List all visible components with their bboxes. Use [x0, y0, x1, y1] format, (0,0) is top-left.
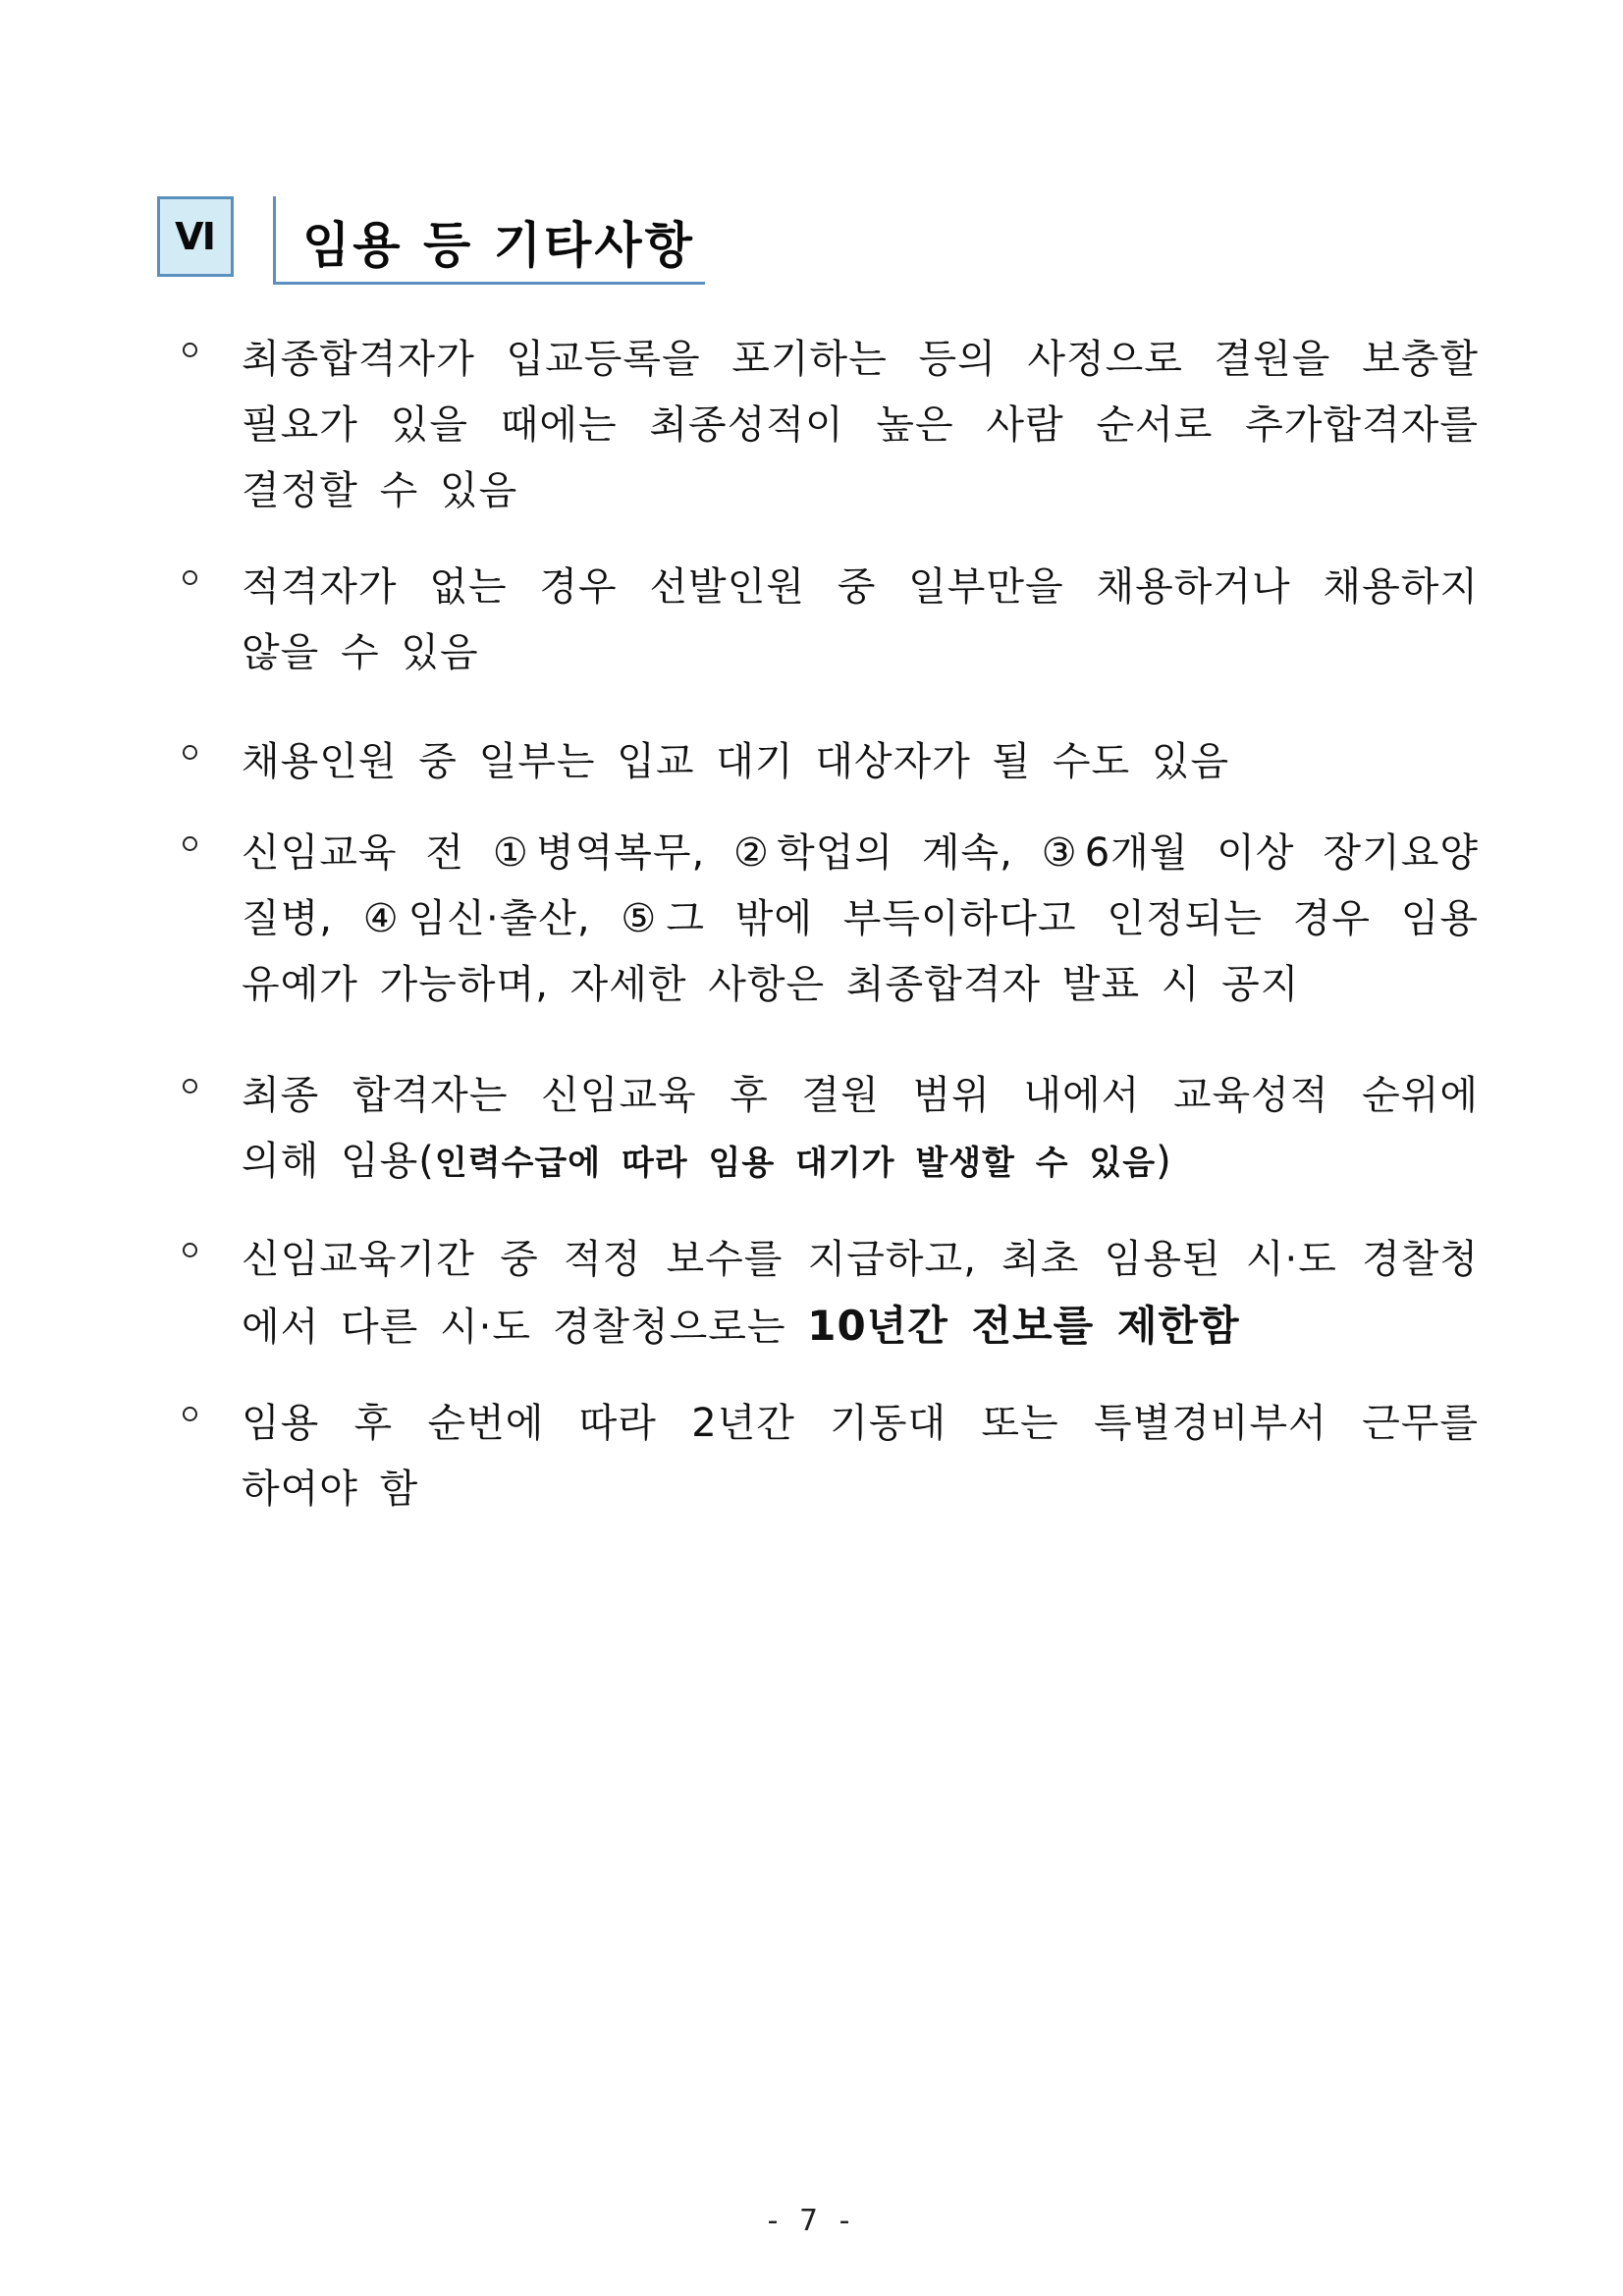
- text-line: 신임교육 전 ①병역복무, ②학업의 계속, ③6개월 이상 장기요양: [242, 830, 1479, 876]
- list-item-text: [242, 327, 1479, 524]
- emphasized-text: 인력수급에 따라 임용 대기가 발생할 수 있음: [434, 1144, 1157, 1183]
- text-line: 하여야 함: [242, 1467, 419, 1512]
- text-segment: 의해 임용(: [242, 1139, 435, 1184]
- list-item-text: [242, 1391, 1479, 1522]
- text-line: 유예가 가능하며, 자세한 사항은 최종합격자 발표 시 공지: [242, 962, 1300, 1007]
- list-item-text: [242, 555, 1479, 686]
- section-header: [157, 196, 707, 285]
- section-title: 임용 등 기타사항: [302, 217, 695, 274]
- section-number-box: Ⅵ: [157, 196, 234, 277]
- circle-bullet-icon: [183, 1407, 197, 1421]
- list-item-text: [242, 1063, 1479, 1197]
- circle-bullet-icon: [183, 745, 197, 760]
- text-line: 신임교육기간 중 적정 보수를 지급하고, 최초 임용된 시·도 경찰청: [242, 1237, 1479, 1282]
- text-line: [242, 1129, 1479, 1197]
- page-number: - 7 -: [767, 2204, 856, 2238]
- circle-bullet-icon: [183, 570, 197, 585]
- circle-bullet-icon: [183, 1079, 197, 1094]
- text-line: [242, 1293, 1479, 1361]
- text-line: 적격자가 없는 경우 선발인원 중 일부만을 채용하거나 채용하지: [242, 564, 1479, 610]
- title-divider: [273, 196, 276, 285]
- list-item-text: [242, 821, 1479, 1018]
- text-line: 최종 합격자는 신임교육 후 결원 범위 내에서 교육성적 순위에: [242, 1073, 1479, 1118]
- text-line: 최종합격자가 입교등록을 포기하는 등의 사정으로 결원을 보충할: [242, 337, 1479, 382]
- list-item-text: [242, 1227, 1479, 1361]
- text-line: 않을 수 있음: [242, 630, 479, 675]
- circle-bullet-icon: [183, 1243, 197, 1257]
- circle-bullet-icon: [183, 836, 197, 851]
- text-line: 질병, ④임신·출산, ⑤그 밖에 부득이하다고 인정되는 경우 임용: [242, 896, 1479, 941]
- circle-bullet-icon: [183, 343, 197, 357]
- title-underline: [273, 282, 705, 285]
- text-line: 결정할 수 있음: [242, 468, 518, 513]
- text-line: 임용 후 순번에 따라 2년간 기동대 또는 특별경비부서 근무를: [242, 1401, 1479, 1446]
- emphasized-text: 10년간 전보를 제한함: [807, 1302, 1240, 1350]
- text-segment: 에서 다른 시·도 경찰청으로는: [242, 1305, 808, 1350]
- text-segment: ): [1156, 1139, 1172, 1184]
- text-line: 필요가 있을 때에는 최종성적이 높은 사람 순서로 추가합격자를: [242, 402, 1479, 448]
- list-item-text: [242, 729, 1479, 795]
- text-line: 채용인원 중 일부는 입교 대기 대상자가 될 수도 있음: [242, 739, 1230, 784]
